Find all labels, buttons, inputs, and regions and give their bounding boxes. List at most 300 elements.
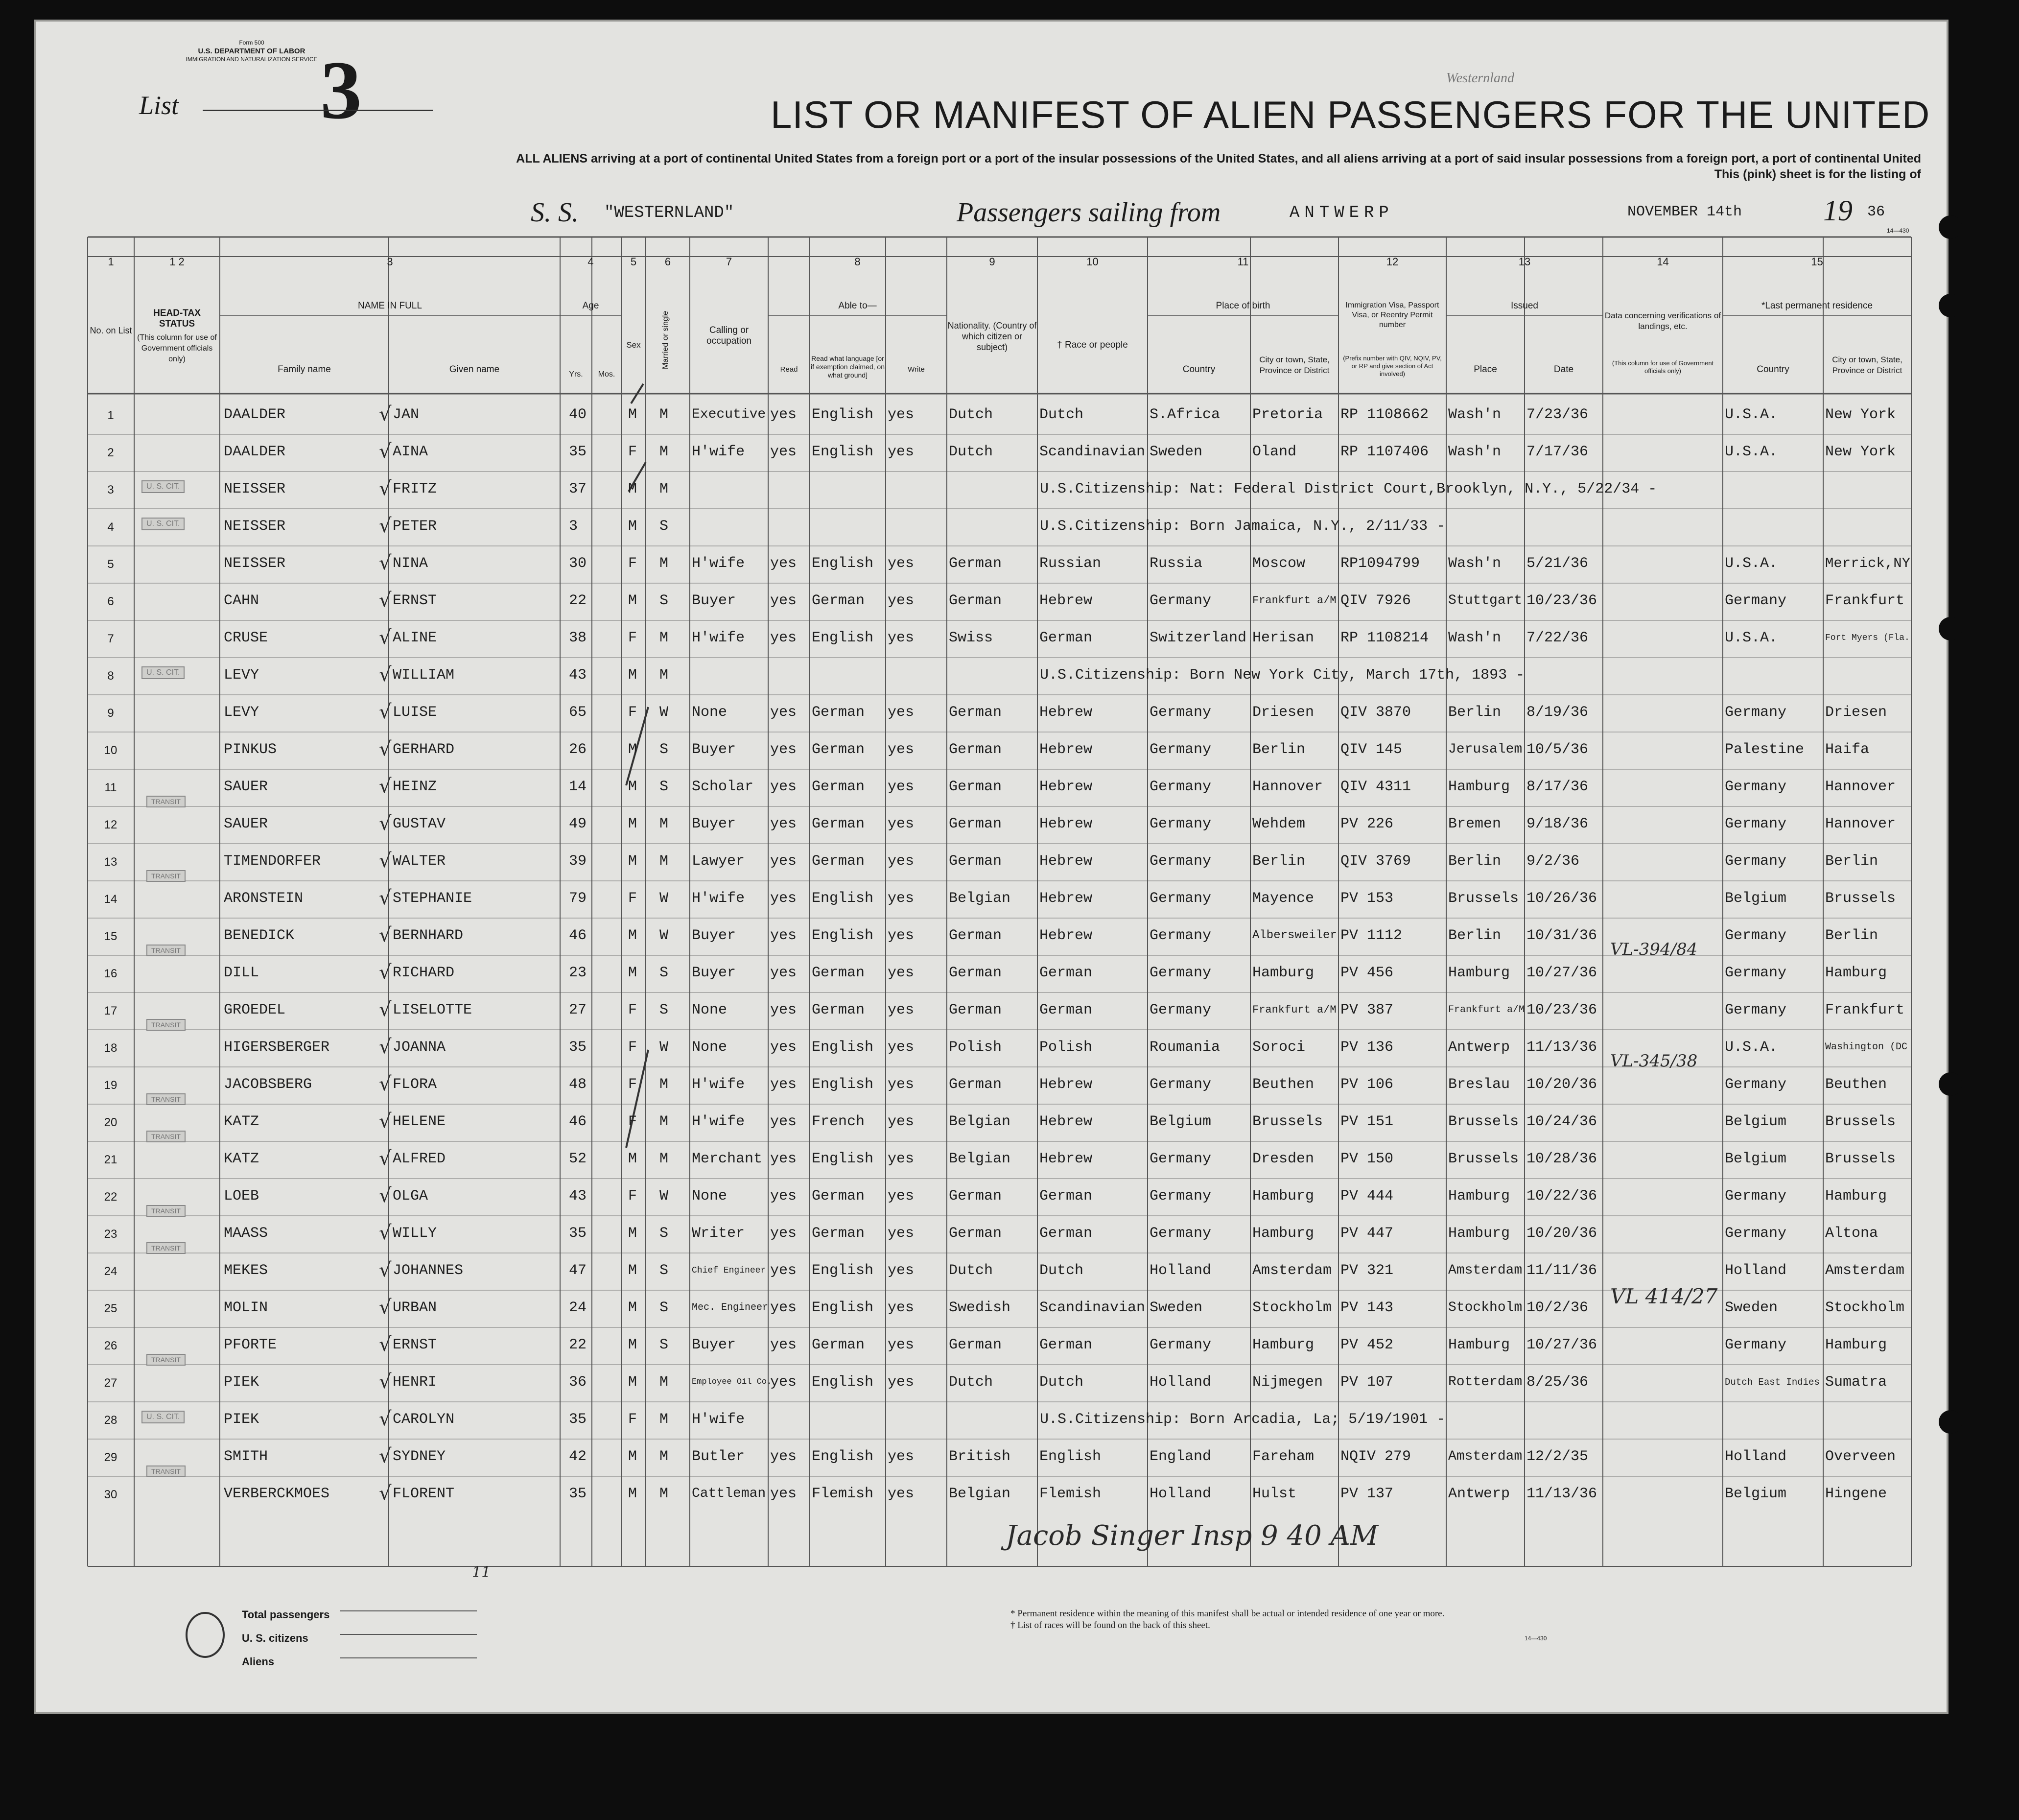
- marital-status: S: [659, 1337, 669, 1353]
- given-name: URBAN: [393, 1300, 437, 1316]
- race: Hebrew: [1039, 779, 1093, 795]
- nationality: German: [949, 704, 1002, 721]
- read-language: German: [812, 1002, 865, 1018]
- residence-city: Altona: [1825, 1225, 1878, 1242]
- can-write: yes: [888, 444, 915, 460]
- check-mark: √: [379, 1371, 392, 1393]
- can-write: yes: [888, 741, 915, 758]
- binder-hole: [1939, 1410, 1962, 1434]
- header-write: Write: [908, 365, 925, 374]
- transit-stamp: TRANSIT: [146, 945, 186, 956]
- race: Dutch: [1039, 406, 1084, 423]
- circled-mark: [187, 1613, 224, 1657]
- residence-city: New York: [1825, 406, 1896, 423]
- check-mark: √: [379, 738, 392, 760]
- marital-status: W: [659, 890, 669, 907]
- occupation: Butler: [692, 1448, 745, 1465]
- given-name: ERNST: [393, 1337, 437, 1353]
- race: German: [1039, 1002, 1093, 1018]
- birth-city: Amsterdam: [1252, 1262, 1332, 1279]
- check-mark: √: [379, 924, 392, 946]
- nationality: German: [949, 927, 1002, 944]
- can-write: yes: [888, 592, 915, 609]
- can-write: yes: [888, 1151, 915, 1167]
- occupation: Chief Engineer: [692, 1266, 766, 1276]
- occupation: H'wife: [692, 444, 745, 460]
- given-name: LUISE: [393, 704, 437, 721]
- row-number: 7: [107, 632, 114, 645]
- birth-city: Driesen: [1252, 704, 1315, 721]
- sailing-date: NOVEMBER 14th: [1627, 204, 1742, 220]
- birth-country: Germany: [1150, 704, 1212, 721]
- check-mark: √: [379, 440, 392, 463]
- nationality: German: [949, 741, 1002, 758]
- ship-name: "WESTERNLAND": [604, 204, 734, 222]
- department-name: U.S. DEPARTMENT OF LABOR: [198, 47, 305, 55]
- can-read: yes: [770, 592, 797, 609]
- transit-stamp: TRANSIT: [146, 1465, 186, 1477]
- column-number: 11: [1237, 256, 1249, 268]
- read-language: English: [812, 630, 874, 646]
- birth-city: Frankfurt a/M: [1252, 594, 1337, 607]
- column-number: 4: [587, 256, 594, 268]
- can-read: yes: [770, 1337, 797, 1353]
- visa-number: PV 321: [1340, 1262, 1394, 1279]
- given-name: AINA: [393, 444, 428, 460]
- can-write: yes: [888, 927, 915, 944]
- age-years: 30: [569, 555, 587, 572]
- sex: M: [628, 1262, 637, 1279]
- check-mark: √: [379, 403, 392, 425]
- footnote-residence: * Permanent residence within the meaning of this manifest shall be actual or intended residence of one year or more.: [1010, 1608, 1445, 1619]
- row-number: 17: [104, 1004, 117, 1017]
- row-number: 11: [104, 781, 117, 794]
- visa-number: RP1094799: [1340, 555, 1420, 572]
- issue-date: 10/26/36: [1526, 890, 1597, 907]
- column-number: 15: [1811, 256, 1823, 268]
- occupation: Executive: [692, 407, 766, 422]
- birth-city: Hamburg: [1252, 1225, 1315, 1242]
- occupation: H'wife: [692, 890, 745, 907]
- marital-status: M: [659, 853, 669, 870]
- read-language: German: [812, 965, 865, 981]
- sex: M: [628, 667, 637, 684]
- header-last-res: *Last permanent residence: [1761, 301, 1873, 311]
- issue-date: 5/21/36: [1526, 555, 1589, 572]
- race: German: [1039, 1337, 1093, 1353]
- issue-date: 10/27/36: [1526, 965, 1597, 981]
- sex: M: [628, 518, 637, 535]
- residence-city: Brussels: [1825, 1113, 1896, 1130]
- check-mark: √: [379, 1482, 392, 1505]
- birth-country: Sweden: [1150, 444, 1203, 460]
- row-number: 26: [104, 1339, 117, 1352]
- family-name: MOLIN: [224, 1300, 268, 1316]
- visa-number: QIV 3769: [1340, 853, 1411, 870]
- birth-country: Sweden: [1150, 1300, 1203, 1316]
- nationality: German: [949, 816, 1002, 832]
- given-name: SYDNEY: [393, 1448, 446, 1465]
- birth-city: Stockholm: [1252, 1300, 1332, 1316]
- given-name: FRITZ: [393, 481, 437, 497]
- us-citizens-label: U. S. citizens: [242, 1632, 308, 1644]
- issue-place: Antwerp: [1448, 1486, 1510, 1502]
- family-name: JACOBSBERG: [224, 1076, 312, 1093]
- check-mark: √: [379, 701, 392, 723]
- can-read: yes: [770, 965, 797, 981]
- marital-status: M: [659, 1151, 669, 1167]
- birth-country: S.Africa: [1150, 406, 1221, 423]
- citizenship-claim: U.S.Citizenship: Nat: Federal District Court,Brooklyn, N.Y., 5/22/34 -: [1040, 481, 1657, 497]
- birth-country: Germany: [1150, 927, 1212, 944]
- read-language: English: [812, 1374, 874, 1391]
- race: Hebrew: [1039, 853, 1093, 870]
- can-read: yes: [770, 1225, 797, 1242]
- birth-city: Mayence: [1252, 890, 1315, 907]
- age-years: 43: [569, 1188, 587, 1205]
- column-number: 10: [1086, 256, 1099, 268]
- age-years: 37: [569, 481, 587, 497]
- issue-date: 10/5/36: [1526, 741, 1589, 758]
- sex: F: [628, 1002, 637, 1018]
- header-married: Married or single: [661, 310, 670, 369]
- marital-status: W: [659, 927, 669, 944]
- marital-status: M: [659, 555, 669, 572]
- can-read: yes: [770, 890, 797, 907]
- issue-date: 9/2/36: [1526, 853, 1580, 870]
- residence-city: Hannover: [1825, 816, 1896, 832]
- age-years: 46: [569, 1113, 587, 1130]
- can-write: yes: [888, 1188, 915, 1205]
- age-years: 38: [569, 630, 587, 646]
- family-name: PIEK: [224, 1411, 259, 1428]
- given-name: HELENE: [393, 1113, 446, 1130]
- birth-city: Hamburg: [1252, 1337, 1315, 1353]
- header-head-tax: HEAD-TAX STATUS: [153, 308, 201, 329]
- transit-stamp: TRANSIT: [146, 1093, 186, 1105]
- occupation: Buyer: [692, 965, 736, 981]
- transit-stamp: TRANSIT: [146, 870, 186, 882]
- given-name: ERNST: [393, 592, 437, 609]
- transit-stamp: TRANSIT: [146, 796, 186, 807]
- age-years: 23: [569, 965, 587, 981]
- family-name: TIMENDORFER: [224, 853, 321, 870]
- nationality: Belgian: [949, 1113, 1011, 1130]
- issue-place: Hamburg: [1448, 1188, 1510, 1205]
- binder-hole: [1939, 1072, 1962, 1096]
- birth-country: Holland: [1150, 1486, 1212, 1502]
- header-mos: Mos.: [598, 370, 615, 378]
- can-read: yes: [770, 1448, 797, 1465]
- can-write: yes: [888, 555, 915, 572]
- residence-city: Brussels: [1825, 890, 1896, 907]
- birth-country: Germany: [1150, 741, 1212, 758]
- visa-number: PV 150: [1340, 1151, 1394, 1167]
- column-number: 13: [1518, 256, 1531, 268]
- header-read: Read: [780, 365, 798, 374]
- can-read: yes: [770, 704, 797, 721]
- birth-country: Germany: [1150, 1151, 1212, 1167]
- birth-country: Germany: [1150, 1002, 1212, 1018]
- occupation: Writer: [692, 1225, 745, 1242]
- can-write: yes: [888, 1448, 915, 1465]
- check-mark: √: [379, 998, 392, 1021]
- nationality: German: [949, 592, 1002, 609]
- row-number: 16: [104, 967, 117, 980]
- nationality: Belgian: [949, 890, 1011, 907]
- read-language: German: [812, 592, 865, 609]
- given-name: WILLY: [393, 1225, 437, 1242]
- marital-status: W: [659, 1188, 669, 1205]
- nationality: Belgian: [949, 1486, 1011, 1502]
- visa-number: PV 153: [1340, 890, 1394, 907]
- read-language: German: [812, 704, 865, 721]
- marital-status: M: [659, 481, 669, 497]
- issue-date: 10/23/36: [1526, 592, 1597, 609]
- manifest-title: LIST OR MANIFEST OF ALIEN PASSENGERS FOR THE UNITED: [771, 93, 1930, 136]
- birth-city: Oland: [1252, 444, 1297, 460]
- transit-stamp: TRANSIT: [146, 1205, 186, 1217]
- residence-country: Belgium: [1725, 1486, 1787, 1502]
- race: English: [1039, 1448, 1102, 1465]
- residence-country: Germany: [1725, 1188, 1787, 1205]
- given-name: CAROLYN: [393, 1411, 455, 1428]
- row-number: 15: [104, 930, 117, 943]
- marital-status: S: [659, 1300, 669, 1316]
- residence-city: Hamburg: [1825, 1188, 1887, 1205]
- can-read: yes: [770, 444, 797, 460]
- check-mark: √: [379, 850, 392, 872]
- age-years: 22: [569, 592, 587, 609]
- can-read: yes: [770, 1188, 797, 1205]
- manifest-sheet: [34, 20, 1949, 1714]
- read-language: German: [812, 741, 865, 758]
- issue-place: Wash'n: [1448, 630, 1502, 646]
- birth-country: Roumania: [1150, 1039, 1221, 1056]
- nationality: British: [949, 1448, 1011, 1465]
- header-yrs: Yrs.: [569, 370, 583, 378]
- can-read: yes: [770, 853, 797, 870]
- given-name: PETER: [393, 518, 437, 535]
- read-language: English: [812, 1262, 874, 1279]
- check-mark: √: [379, 1147, 392, 1170]
- issue-date: 10/22/36: [1526, 1188, 1597, 1205]
- can-write: yes: [888, 1039, 915, 1056]
- list-number: 3: [320, 44, 362, 136]
- row-number: 9: [107, 707, 114, 720]
- nationality: German: [949, 1188, 1002, 1205]
- residence-country: U.S.A.: [1725, 630, 1778, 646]
- can-write: yes: [888, 890, 915, 907]
- issue-place: Wash'n: [1448, 406, 1502, 423]
- birth-city: Hamburg: [1252, 1188, 1315, 1205]
- birth-country: Germany: [1150, 1225, 1212, 1242]
- check-mark: √: [379, 1222, 392, 1244]
- visa-number: PV 151: [1340, 1113, 1394, 1130]
- issue-place: Brussels: [1448, 890, 1519, 907]
- family-name: DAALDER: [224, 444, 286, 460]
- birth-country: Germany: [1150, 1337, 1212, 1353]
- issue-date: 10/20/36: [1526, 1225, 1597, 1242]
- header-no-on-list: No. on List: [90, 326, 132, 335]
- can-read: yes: [770, 1300, 797, 1316]
- read-language: English: [812, 406, 874, 423]
- check-mark: √: [379, 1073, 392, 1095]
- marital-status: S: [659, 1262, 669, 1279]
- birth-country: Germany: [1150, 1188, 1212, 1205]
- residence-city: Frankfurt: [1825, 1002, 1905, 1018]
- residence-city: Hamburg: [1825, 965, 1887, 981]
- age-years: 43: [569, 667, 587, 684]
- marital-status: S: [659, 1002, 669, 1018]
- visa-number: QIV 145: [1340, 741, 1403, 758]
- binder-hole: [1939, 215, 1962, 239]
- occupation: H'wife: [692, 1113, 745, 1130]
- issue-place: Breslau: [1448, 1076, 1510, 1093]
- can-write: yes: [888, 1300, 915, 1316]
- visa-number: PV 136: [1340, 1039, 1394, 1056]
- race: German: [1039, 1225, 1093, 1242]
- family-name: GROEDEL: [224, 1002, 286, 1018]
- residence-city: Beuthen: [1825, 1076, 1887, 1093]
- birth-city: Hulst: [1252, 1486, 1297, 1502]
- sex: F: [628, 444, 637, 460]
- given-name: WILLIAM: [393, 667, 455, 684]
- race: German: [1039, 965, 1093, 981]
- sex: M: [628, 1337, 637, 1353]
- check-mark: √: [379, 1445, 392, 1467]
- sex: F: [628, 890, 637, 907]
- check-mark: √: [379, 887, 392, 909]
- birth-city: Albersweiler: [1252, 929, 1337, 942]
- port-name: ANTWERP: [1290, 204, 1394, 222]
- sex: M: [628, 1486, 637, 1502]
- issue-date: 10/24/36: [1526, 1113, 1597, 1130]
- age-years: 39: [569, 853, 587, 870]
- check-mark: √: [379, 812, 392, 835]
- read-language: English: [812, 1076, 874, 1093]
- residence-city: Hingene: [1825, 1486, 1887, 1502]
- residence-city: Amsterdam: [1825, 1262, 1905, 1279]
- year-suffix: 36: [1867, 204, 1885, 220]
- check-mark: √: [379, 477, 392, 500]
- list-label: List: [139, 91, 179, 120]
- sex: F: [628, 630, 637, 646]
- column-number: 3: [387, 256, 393, 268]
- issue-date: 10/28/36: [1526, 1151, 1597, 1167]
- birth-city: Berlin: [1252, 741, 1306, 758]
- race: Hebrew: [1039, 1076, 1093, 1093]
- residence-country: Holland: [1725, 1262, 1787, 1279]
- header-head-tax-note: (This column for use of Government officials only): [137, 333, 217, 363]
- sex: M: [628, 927, 637, 944]
- transit-stamp: TRANSIT: [146, 1019, 186, 1031]
- issue-place: Antwerp: [1448, 1039, 1510, 1056]
- residence-country: U.S.A.: [1725, 444, 1778, 460]
- sex: F: [628, 704, 637, 721]
- age-years: 35: [569, 1486, 587, 1502]
- sex: M: [628, 481, 637, 497]
- row-number: 4: [107, 520, 114, 534]
- family-name: HIGERSBERGER: [224, 1039, 330, 1056]
- age-years: 35: [569, 444, 587, 460]
- family-name: SMITH: [224, 1448, 268, 1465]
- given-name: JOANNA: [393, 1039, 446, 1056]
- read-language: English: [812, 890, 874, 907]
- us-citizen-stamp: U. S. CIT.: [141, 480, 185, 493]
- row-number: 6: [107, 595, 114, 608]
- issue-date: 7/17/36: [1526, 444, 1589, 460]
- race: Hebrew: [1039, 927, 1093, 944]
- sex: M: [628, 779, 637, 795]
- check-mark: √: [379, 1259, 392, 1281]
- citizenship-claim: U.S.Citizenship: Born Jamaica, N.Y., 2/11/33 -: [1040, 518, 1446, 535]
- age-years: 35: [569, 1225, 587, 1242]
- family-name: LEVY: [224, 704, 259, 721]
- page-count-note: 11: [472, 1564, 491, 1581]
- given-name: BERNHARD: [393, 927, 464, 944]
- issue-place: Hamburg: [1448, 1337, 1510, 1353]
- header-name-in-full: NAME IN FULL: [358, 301, 422, 311]
- issue-date: 8/25/36: [1526, 1374, 1589, 1391]
- check-mark: √: [379, 961, 392, 984]
- marital-status: M: [659, 1411, 669, 1428]
- issue-date: 10/23/36: [1526, 1002, 1597, 1018]
- age-years: 52: [569, 1151, 587, 1167]
- birth-city: Herisan: [1252, 630, 1315, 646]
- birth-city: Frankfurt a/M: [1252, 1004, 1337, 1016]
- footnotes: [1010, 1608, 1444, 1631]
- given-name: GERHARD: [393, 741, 455, 758]
- family-name: DILL: [224, 965, 259, 981]
- birth-country: Russia: [1150, 555, 1203, 572]
- header-visa: Immigration Visa, Passport Visa, or Reentry Permit number: [1345, 301, 1439, 329]
- birth-city: Berlin: [1252, 853, 1306, 870]
- visa-number: RP 1108662: [1340, 406, 1429, 423]
- residence-country: U.S.A.: [1725, 406, 1778, 423]
- verification-note: VL 414/27: [1610, 1284, 1718, 1308]
- nationality: Dutch: [949, 1262, 993, 1279]
- age-years: 3: [569, 518, 578, 535]
- birth-country: Switzerland: [1150, 630, 1247, 646]
- binder-hole: [1939, 294, 1962, 317]
- citizenship-claim: U.S.Citizenship: Born New York City, March 17th, 1893 -: [1040, 667, 1525, 684]
- visa-number: PV 106: [1340, 1076, 1394, 1093]
- can-write: yes: [888, 1337, 915, 1353]
- race: Hebrew: [1039, 1113, 1093, 1130]
- nationality: Dutch: [949, 406, 993, 423]
- sex: M: [628, 965, 637, 981]
- nationality: German: [949, 555, 1002, 572]
- residence-country: Germany: [1725, 927, 1787, 944]
- can-read: yes: [770, 927, 797, 944]
- column-number: 7: [726, 256, 732, 268]
- residence-city: Washington (DC: [1825, 1041, 1908, 1053]
- birth-country: Germany: [1150, 1076, 1212, 1093]
- header-place: Place: [1474, 364, 1497, 375]
- race: Polish: [1039, 1039, 1093, 1056]
- issue-place: Berlin: [1448, 853, 1502, 870]
- given-name: OLGA: [393, 1188, 428, 1205]
- nationality: German: [949, 965, 1002, 981]
- can-read: yes: [770, 1486, 797, 1502]
- read-language: English: [812, 1039, 874, 1056]
- given-name: FLORA: [393, 1076, 437, 1093]
- header-res-city: City or town, State, Province or District: [1832, 355, 1902, 375]
- occupation: H'wife: [692, 630, 745, 646]
- issue-place: Rotterdam: [1448, 1374, 1523, 1390]
- age-years: 49: [569, 816, 587, 832]
